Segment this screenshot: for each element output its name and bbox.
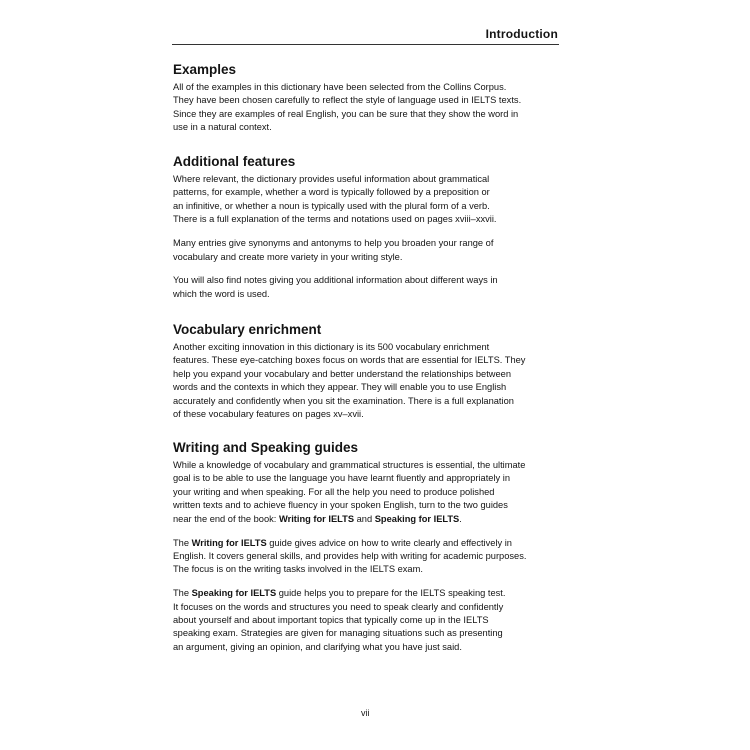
- text-line: written texts and to achieve fluency in your spoken English, turn to the two guides: [173, 500, 508, 511]
- section-additional-features: [173, 154, 498, 312]
- section-heading: Additional features: [173, 154, 296, 169]
- text-line: accurately and confidently when you sit the examination. There is a full explanation: [173, 395, 514, 406]
- text-line: English. It covers general skills, and provides help with writing for academic purposes.: [173, 550, 527, 561]
- text-line: words and the contexts in which they appear. They will enable you to use English: [173, 382, 507, 393]
- text-line: help you expand your vocabulary and better understand the relationships between: [173, 368, 512, 379]
- text-run: The: [173, 588, 192, 599]
- text-line: which the word is used.: [173, 288, 270, 299]
- text-line: use in a natural context.: [173, 122, 272, 133]
- text-run: near the end of the book:: [173, 513, 279, 524]
- text-run: .: [459, 513, 462, 524]
- section-examples: [173, 62, 521, 145]
- text-line: an argument, giving an opinion, and clarifying what you have just said.: [173, 641, 462, 652]
- paragraph: [173, 341, 525, 421]
- text-line: patterns, for example, whether a word is typically followed by a preposition or: [173, 187, 490, 198]
- text-line: You will also find notes giving you additional information about different ways in: [173, 275, 498, 286]
- section-heading: Examples: [173, 62, 237, 77]
- text-line: vocabulary and create more variety in your writing style.: [173, 251, 403, 262]
- text-line: features. These eye-catching boxes focus on words that are essential for IELTS. They: [173, 355, 526, 366]
- text-line: [173, 537, 526, 550]
- bold-title: Speaking for IELTS: [191, 588, 277, 599]
- bold-title: Speaking for IELTS: [374, 513, 460, 524]
- section-heading: Vocabulary enrichment: [173, 322, 322, 337]
- paragraph: [173, 173, 498, 227]
- text-line: All of the examples in this dictionary have been selected from the Collins Corpus.: [173, 82, 507, 92]
- page-number: vii: [361, 708, 370, 718]
- text-line: [173, 587, 526, 600]
- paragraph: [173, 237, 498, 264]
- text-line: There is a full explanation of the terms and notations used on pages xviii–xxvii.: [173, 214, 497, 225]
- section-vocabulary-enrichment: [173, 322, 525, 432]
- text-line: [173, 513, 526, 526]
- text-line: The focus is on the writing tasks involved in the IELTS exam.: [173, 564, 423, 575]
- section-heading: Writing and Speaking guides: [173, 440, 359, 455]
- text-run: The: [173, 537, 192, 548]
- text-run: guide helps you to prepare for the IELTS speaking test.: [276, 588, 506, 599]
- text-line: It focuses on the words and structures you need to speak clearly and confidently: [173, 601, 504, 612]
- text-line: Since they are examples of real English, you can be sure that they show the word in: [173, 108, 519, 119]
- text-line: They have been chosen carefully to reflect the style of language used in IELTS texts.: [173, 95, 522, 106]
- paragraph: [173, 274, 498, 301]
- text-line: While a knowledge of vocabulary and grammatical structures is essential, the ultimate: [173, 460, 526, 470]
- text-line: Another exciting innovation in this dictionary is its 500 vocabulary enrichment: [173, 342, 490, 352]
- paragraph: [173, 81, 521, 135]
- text-line: speaking exam. Strategies are given for managing situations such as presenting: [173, 628, 503, 639]
- text-run: guide gives advice on how to write clearly and effectively in: [266, 537, 512, 548]
- running-head: Introduction: [485, 27, 558, 41]
- header-rule: [172, 44, 559, 45]
- section-writing-speaking-guides: [173, 440, 526, 665]
- bold-title: Writing for IELTS: [191, 537, 267, 548]
- text-line: your writing and when speaking. For all the help you need to produce polished: [173, 486, 495, 497]
- text-line: about yourself and about important topics that typically come up in the IELTS: [173, 615, 489, 626]
- text-line: Where relevant, the dictionary provides useful information about grammatical: [173, 174, 490, 184]
- text-line: Many entries give synonyms and antonyms to help you broaden your range of: [173, 238, 494, 249]
- text-line: an infinitive, or whether a noun is typically used with the plural form of a verb.: [173, 200, 490, 211]
- paragraph: [173, 537, 526, 577]
- text-line: goal is to be able to use the language you have learnt fluently and appropriately in: [173, 473, 510, 484]
- text-run: and: [354, 513, 375, 524]
- text-line: of these vocabulary features on pages xv–xvii.: [173, 409, 364, 420]
- bold-title: Writing for IELTS: [278, 513, 355, 524]
- paragraph: [173, 459, 526, 526]
- paragraph: [173, 587, 526, 654]
